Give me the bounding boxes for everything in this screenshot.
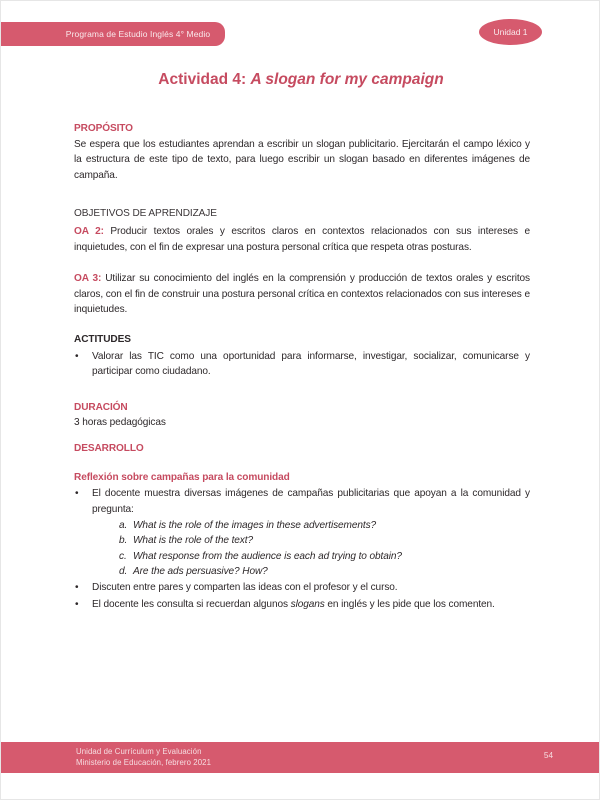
question-label: b.	[119, 535, 128, 547]
actitudes-bullet-text: Valorar las TIC como una oportunidad para informarse, investigar, socializar, comunicarse y participar como ciudadano.	[92, 350, 530, 378]
question-text: What response from the audience is each ad trying to obtain?	[133, 550, 402, 562]
heading-actitudes: ACTITUDES	[74, 333, 131, 345]
oa3-text: Utilizar su conocimiento del inglés en la comprensión y producción de textos orales y escritos claros, con el fin de construir una postura personal crítica en contextos relacionados con sus intereses e inquietudes.	[74, 273, 531, 316]
desarrollo-bullet-1-text: El docente muestra diversas imágenes de campañas publicitarias que apoyan a la comunidad y pregunta:	[92, 488, 530, 515]
unit-badge-label: Unidad 1	[493, 27, 528, 37]
oa2-label: OA 2:	[74, 225, 111, 237]
bullet-3-pre: El docente les consulta si recuerdan algunos	[92, 598, 291, 610]
page-number: 54	[543, 751, 553, 760]
bullet-icon: •	[75, 598, 79, 610]
subheading-reflexion: Reflexión sobre campañas para la comunidad	[74, 471, 290, 483]
page-title-prefix: Actividad 4:	[158, 71, 251, 88]
desarrollo-bullet-2	[74, 580, 530, 596]
bullet-3-italic: slogans	[290, 598, 325, 610]
question-text: What is the role of the images in these advertisements?	[133, 520, 377, 532]
page-title-italic: A slogan for my campaign	[250, 71, 444, 88]
question-item-d	[119, 564, 530, 579]
desarrollo-bullet-3-text	[92, 597, 530, 613]
oa2-text: Producir textos orales y escritos claros en contextos relacionados con sus intereses e inquietudes, con el fin de expresar una postura personal crítica que respeta otras posturas.	[74, 225, 531, 253]
oa3-paragraph	[74, 271, 530, 318]
bullet-icon: •	[75, 350, 79, 362]
heading-objetivos: OBJETIVOS DE APRENDIZAJE	[74, 208, 217, 220]
desarrollo-bullet-1	[74, 486, 530, 517]
question-item-a	[119, 518, 530, 533]
oa3-label: OA 3:	[74, 273, 106, 285]
question-list	[119, 518, 530, 579]
question-text: What is the role of the text?	[133, 535, 253, 547]
actitudes-bullet-item	[74, 349, 530, 380]
question-text: Are the ads persuasive? How?	[133, 565, 268, 577]
question-item-c	[119, 549, 530, 564]
desarrollo-bullet-3	[74, 597, 530, 613]
footer-line-1: Unidad de Currículum y Evaluación	[76, 747, 202, 756]
question-label: a.	[119, 520, 128, 532]
footer-bar	[1, 742, 600, 773]
footer-line-2: Ministerio de Educación, febrero 2021	[76, 758, 212, 767]
document-body	[74, 121, 530, 612]
unit-badge	[479, 19, 542, 45]
bullet-icon: •	[75, 488, 79, 500]
proposito-paragraph: Se espera que los estudiantes aprendan a escribir un slogan publicitario. Ejercitarán el campo léxico y la estructura de este tipo de texto, para luego escribir un slogan basado en diferentes imágenes de campaña.	[74, 138, 530, 181]
heading-desarrollo: DESARROLLO	[74, 442, 144, 454]
footer-credits	[76, 746, 211, 768]
program-badge	[1, 22, 225, 46]
oa2-paragraph	[74, 224, 530, 255]
page-title	[1, 71, 600, 89]
desarrollo-bullet-2-text: Discuten entre pares y comparten las ideas con el profesor y el curso.	[92, 582, 398, 594]
heading-duracion: DURACIÓN	[74, 401, 128, 413]
duracion-text: 3 horas pedagógicas	[74, 417, 166, 429]
program-badge-label: Programa de Estudio Inglés 4° Medio	[65, 29, 211, 39]
question-label: d.	[119, 565, 128, 577]
bullet-3-post: en inglés y les pide que los comenten.	[324, 598, 495, 610]
question-label: c.	[119, 550, 127, 562]
question-item-b	[119, 533, 530, 548]
bullet-icon: •	[75, 582, 79, 594]
heading-proposito: PROPÓSITO	[74, 123, 133, 134]
